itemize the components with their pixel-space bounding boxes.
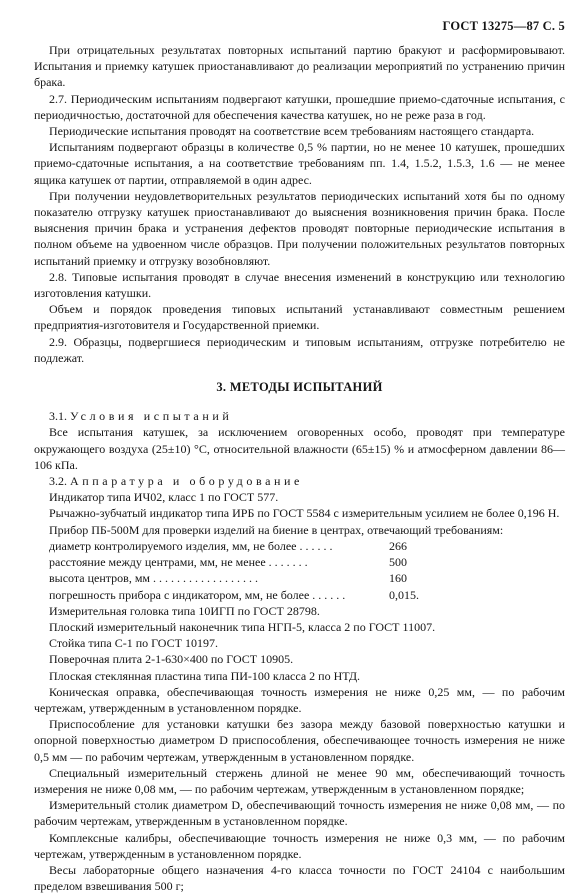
spec-row bbox=[34, 570, 565, 586]
spec-label: высота центров, мм . . . . . . . . . . . . . . . . . . bbox=[49, 571, 259, 586]
paragraph: Поверочная плита 2-1-630×400 по ГОСТ 10905. bbox=[49, 652, 294, 667]
spec-row bbox=[34, 554, 565, 570]
spec-label: диаметр контролируемого изделия, мм, не более . . . . . . bbox=[49, 538, 333, 553]
spec-value: 0,015. bbox=[389, 587, 419, 602]
spec-label: расстояние между центрами, мм, не менее . . . . . . . bbox=[49, 555, 308, 570]
paragraph: Измерительный столик диаметром D, обеспечивающий точность измерения не ниже 0,08 мм, — по рабочим чертежам, утвержденным в установленном порядке. bbox=[34, 798, 565, 829]
paragraph: Специальный измерительный стержень длиной не менее 90 мм, обеспечивающий точность измерения не ниже 0,08 мм, — по рабочим чертежам, утвержденным в установленном порядке; bbox=[34, 765, 565, 796]
section-title: 3. МЕТОДЫ ИСПЫТАНИЙ bbox=[216, 380, 383, 395]
paragraph: 2.7. Периодическим испытаниям подвергают катушки, прошедшие приемо-сдаточные испытания, с периодичностью, достаточной для обеспечения качества катушек, но не реже раза в год. bbox=[34, 91, 565, 122]
subsection-number: 3.1. bbox=[49, 409, 67, 424]
spec-row bbox=[34, 587, 565, 603]
page-header: ГОСТ 13275—87 С. 5 bbox=[442, 19, 565, 33]
paragraph: Коническая оправка, обеспечивающая точность измерения не ниже 0,25 мм, — по рабочим чертежам, утвержденным в установленном порядке. bbox=[34, 684, 565, 715]
paragraph: Прибор ПБ-500М для проверки изделий на биение в центрах, отвечающий требованиям: bbox=[49, 522, 504, 537]
subsection-number: 3.2. bbox=[49, 474, 67, 489]
spec-label: погрешность прибора с индикатором, мм, не более . . . . . . bbox=[49, 587, 346, 602]
paragraph: Комплексные калибры, обеспечивающие точность измерения не ниже 0,3 мм, — по рабочим чертежам, утвержденным в установленном порядке. bbox=[34, 830, 565, 861]
spec-value: 266 bbox=[389, 538, 407, 553]
spec-value: 500 bbox=[389, 555, 407, 570]
spec-value: 160 bbox=[389, 571, 407, 586]
paragraph: Плоская стеклянная пластина типа ПИ-100 класса 2 по НТД. bbox=[49, 668, 361, 683]
paragraph: При отрицательных результатах повторных испытаний партию бракуют и расформировывают. Испытания и приемку катушек приостанавливают до реализации мероприятий по устранению причин брака. bbox=[34, 43, 565, 90]
paragraph: Стойка типа С-1 по ГОСТ 10197. bbox=[49, 636, 218, 651]
subsection-title: Условия испытаний bbox=[70, 409, 233, 424]
subsection-heading bbox=[34, 408, 565, 424]
subsection-heading bbox=[34, 473, 565, 489]
subsection-title: Аппаратура и оборудование bbox=[70, 474, 303, 489]
paragraph: Измерительная головка типа 10ИГП по ГОСТ 28798. bbox=[49, 603, 320, 618]
spec-list bbox=[34, 538, 565, 603]
paragraph: 2.8. Типовые испытания проводят в случае внесения изменений в конструкцию или технологию изготовления катушки. bbox=[34, 269, 565, 301]
spec-row bbox=[34, 538, 565, 554]
paragraph: Приспособление для установки катушки без зазора между базовой поверхностью катушки и опорной поверхностью диаметром D приспособления, обеспечивающее точность измерения не ниже 0,5 мм — по рабочим чертежам, утвержденным в установленном порядке. bbox=[34, 717, 565, 764]
paragraph: Плоский измерительный наконечник типа НГП-5, класса 2 по ГОСТ 11007. bbox=[49, 619, 436, 634]
paragraph: При получении неудовлетворительных результатов периодических испытаний хотя бы по одному показателю отгрузку катушек приостанавливают до выяснения возникновения причин брака. После выяснения причин брака и устранения дефектов проводят повторные периодические испытания в полном объеме на удвоенном числе образцов. При получении положительных результатов повторных испытаний приемку и отгрузку возобновляют. bbox=[34, 188, 565, 268]
paragraph: Индикатор типа ИЧ02, класс 1 по ГОСТ 577. bbox=[49, 490, 279, 505]
paragraph: 2.9. Образцы, подвергшиеся периодическим и типовым испытаниям, отгрузке потребителю не подлежат. bbox=[34, 334, 565, 365]
paragraph: Рычажно-зубчатый индикатор типа ИРБ по ГОСТ 5584 с измерительным усилием не более 0,196 Н. bbox=[49, 506, 560, 521]
paragraph: Периодические испытания проводят на соответствие всем требованиям настоящего стандарта. bbox=[49, 124, 535, 139]
paragraph: Все испытания катушек, за исключением оговоренных особо, проводят при температуре окружающего воздуха (25±10) °С, относительной влажности (65±15) % и атмосферном давлении 86—106 кПа. bbox=[34, 425, 565, 472]
document-body bbox=[34, 42, 565, 894]
paragraph: Объем и порядок проведения типовых испытаний устанавливают совместным решением предприятия-изготовителя и Государственной приемки. bbox=[34, 302, 565, 333]
paragraph: Весы лабораторные общего назначения 4-го класса точности по ГОСТ 24104 с наибольшим пределом взвешивания 500 г; bbox=[34, 862, 565, 894]
paragraph: Испытаниям подвергают образцы в количестве 0,5 % партии, но не менее 10 катушек, прошедших приемо-сдаточные испытания, а на соответствие требованиям пп. 1.4, 1.5.2, 1.5.3, 1.6 — не менее ящика катушек от партии, отправляемой в один адрес. bbox=[34, 140, 565, 187]
